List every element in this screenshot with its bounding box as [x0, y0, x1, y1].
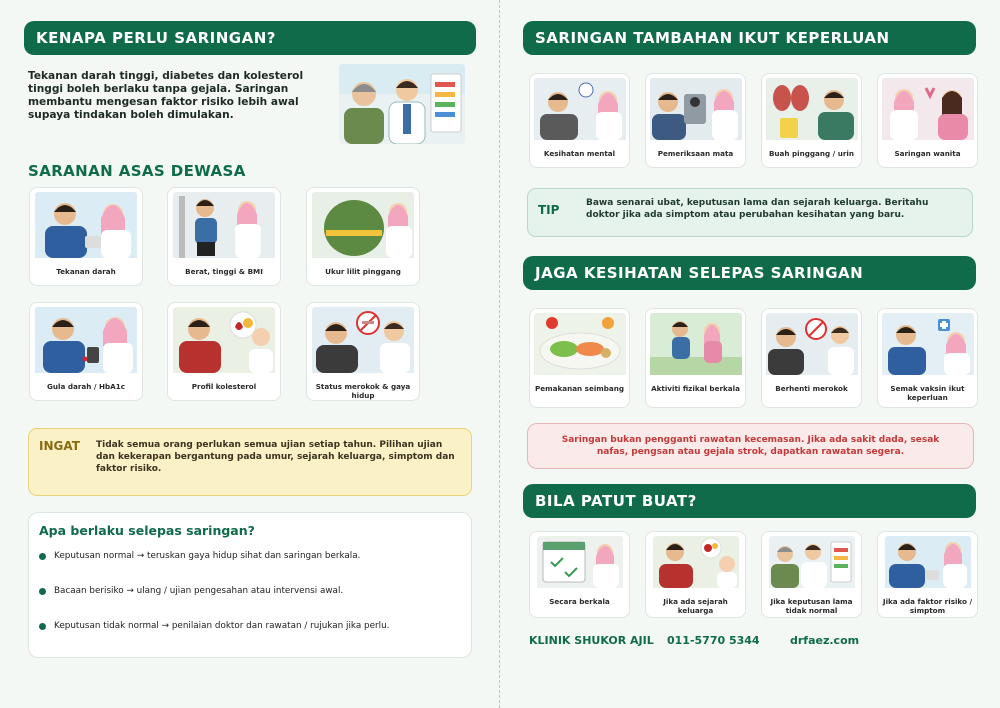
- eye-exam-illustration: [650, 78, 742, 144]
- card-women-screening: [877, 73, 978, 168]
- reminder-tag: INGAT: [39, 439, 80, 453]
- card-waist: [306, 187, 420, 286]
- waist-measurement-illustration: [312, 192, 414, 262]
- card-label: Gula darah / HbA1c: [47, 382, 125, 391]
- card-glucose: [29, 302, 143, 401]
- doctor-patient-illustration: [339, 64, 465, 144]
- card-smoking-status: [306, 302, 420, 401]
- women-screening-illustration: [882, 78, 974, 144]
- list-item: Keputusan tidak normal → penilaian doktor dan rawatan / rujukan jika perlu.: [39, 621, 389, 631]
- vaccine-illustration: [882, 313, 974, 379]
- card-cholesterol: [167, 302, 281, 401]
- when-to-screen-banner: BILA PATUT BUAT?: [523, 484, 976, 518]
- bmi-measurement-illustration: [173, 192, 275, 262]
- clinic-name: KLINIK SHUKOR AJIL: [529, 634, 654, 647]
- tip-tag: TIP: [538, 203, 560, 217]
- tip-note: [527, 188, 973, 237]
- card-label: Berat, tinggi & BMI: [185, 267, 263, 276]
- card-blood-pressure: [29, 187, 143, 286]
- blood-pressure-illustration: [35, 192, 137, 262]
- intro-text: Tekanan darah tinggi, diabetes dan kolesterol tinggi boleh berlaku tanpa gejala. Saringan membantu mengesan faktor risiko lebih awal supaya tindakan boleh dimulakan.: [28, 70, 304, 121]
- emergency-warning: Saringan bukan pengganti rawatan kecemasan. Jika ada sakit dada, sesak nafas, pengsan atau gejala strok, dapatkan rawatan segera.: [527, 423, 974, 469]
- card-label: Pemakanan seimbang: [534, 384, 625, 393]
- basic-screening-title: SARANAN ASAS DEWASA: [28, 162, 246, 180]
- family-history-illustration: [653, 536, 739, 592]
- kidney-urine-illustration: [766, 78, 858, 144]
- clinic-website[interactable]: drfaez.com: [790, 634, 860, 647]
- tip-text: Bawa senarai ubat, keputusan lama dan sejarah keluarga. Beritahu doktor jika ada simptom atau perubahan kesihatan yang baru.: [586, 198, 929, 220]
- risk-factor-illustration: [885, 536, 971, 592]
- after-screening-panel: [28, 512, 472, 658]
- card-mental-health: [529, 73, 630, 168]
- card-label: Buah pinggang / urin: [768, 149, 855, 158]
- after-screening-title: Apa berlaku selepas saringan?: [39, 523, 255, 538]
- smoking-status-illustration: [312, 307, 414, 377]
- after-care-banner: JAGA KESIHATAN SELEPAS SARINGAN: [523, 256, 976, 290]
- card-label: Profil kolesterol: [191, 382, 257, 391]
- list-item: Bacaan berisiko → ulang / ujian pengesahan atau intervensi awal.: [39, 586, 343, 596]
- page-fold-divider: [499, 0, 500, 708]
- mental-health-illustration: [534, 78, 626, 144]
- card-label: Aktiviti fizikal berkala: [651, 384, 740, 393]
- card-bmi: [167, 187, 281, 286]
- card-risk-factors: [877, 531, 978, 618]
- card-healthy-food: [529, 308, 630, 408]
- card-label: Kesihatan mental: [543, 149, 616, 158]
- abnormal-results-illustration: [769, 536, 855, 592]
- card-label: Berhenti merokok: [775, 384, 848, 393]
- reminder-text: Tidak semua orang perlukan semua ujian setiap tahun. Pilihan ujian dan kekerapan bergantung pada umur, sejarah keluarga, simptom dan faktor risiko.: [96, 440, 455, 474]
- cholesterol-test-illustration: [173, 307, 275, 377]
- reminder-note: [28, 428, 472, 496]
- why-screening-banner: KENAPA PERLU SARINGAN?: [24, 21, 476, 55]
- card-label: Jika ada faktor risiko / simptom: [882, 597, 973, 615]
- exercise-illustration: [650, 313, 742, 379]
- card-label: Tekanan darah: [56, 267, 116, 276]
- card-label: Ukur lilit pinggang: [325, 267, 401, 276]
- extra-screening-banner: SARINGAN TAMBAHAN IKUT KEPERLUAN: [523, 21, 976, 55]
- calendar-illustration: [537, 536, 623, 592]
- stop-smoking-illustration: [766, 313, 858, 379]
- healthy-food-illustration: [534, 313, 626, 379]
- card-vaccine: [877, 308, 978, 408]
- clinic-phone[interactable]: 011-5770 5344: [667, 634, 760, 647]
- card-label: Secara berkala: [549, 597, 610, 606]
- bullet-icon: [39, 588, 46, 595]
- card-family-history: [645, 531, 746, 618]
- card-stop-smoking: [761, 308, 862, 408]
- card-abnormal-results: [761, 531, 862, 618]
- card-regular: [529, 531, 630, 618]
- card-label: Jika ada sejarah keluarga: [663, 597, 728, 615]
- bullet-icon: [39, 623, 46, 630]
- card-label: Saringan wanita: [894, 149, 961, 158]
- card-eye-exam: [645, 73, 746, 168]
- glucose-test-illustration: [35, 307, 137, 377]
- card-label: Jika keputusan lama tidak normal: [770, 597, 853, 615]
- list-item: Keputusan normal → teruskan gaya hidup sihat dan saringan berkala.: [39, 551, 360, 561]
- card-kidney-urine: [761, 73, 862, 168]
- card-label: Status merokok & gaya hidup: [315, 382, 411, 400]
- bullet-icon: [39, 553, 46, 560]
- card-exercise: [645, 308, 746, 408]
- card-label: Semak vaksin ikut keperluan: [890, 384, 965, 402]
- card-label: Pemeriksaan mata: [657, 149, 734, 158]
